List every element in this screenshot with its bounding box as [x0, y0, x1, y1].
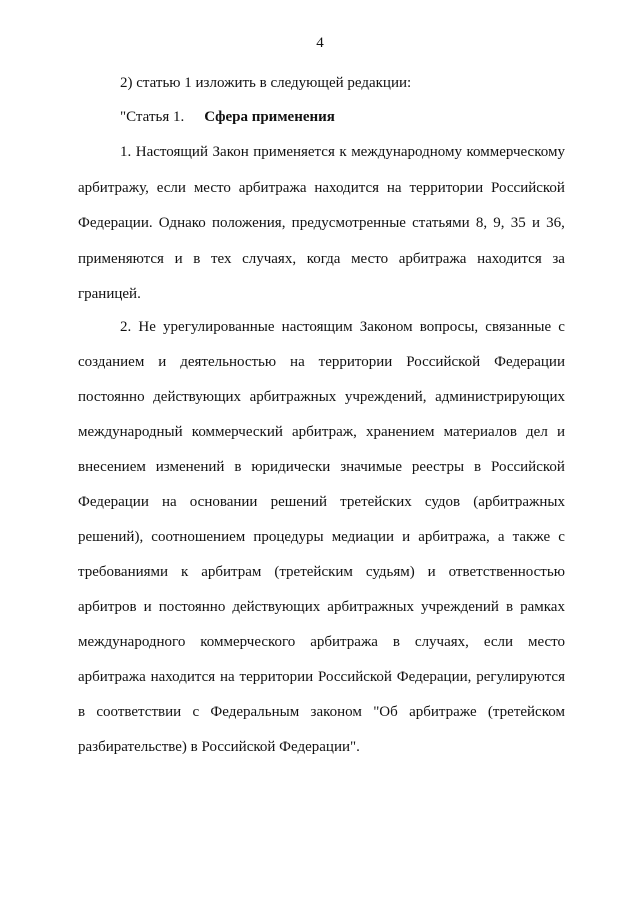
paragraph-line: внесением изменений в юридически значимые реестры в Российской: [78, 459, 565, 475]
paragraph-line: международного коммерческого арбитража в случаях, если место: [78, 634, 565, 650]
paragraph-line: применяются и в тех случаях, когда место арбитража находится за: [78, 250, 565, 267]
paragraph-line: Федерации. Однако положения, предусмотренные статьями 8, 9, 35 и 36,: [78, 215, 565, 231]
paragraph-line: 1. Настоящий Закон применяется к международному коммерческому: [120, 144, 565, 160]
paragraph-line: 2. Не урегулированные настоящим Законом вопросы, связанные с: [120, 319, 565, 335]
paragraph-line: требованиями к арбитрам (третейским судьям) и ответственностью: [78, 564, 565, 580]
page-number: 4: [316, 35, 324, 51]
paragraph-line: Федерации на основании решений третейских судов (арбитражных: [78, 494, 565, 510]
article-title: Сфера применения: [204, 109, 335, 125]
paragraph-line: постоянно действующих арбитражных учреждений, администрирующих: [78, 389, 565, 405]
paragraph-line: границей.: [78, 286, 141, 302]
article-label: "Статья 1.: [120, 109, 185, 125]
article-heading: [120, 108, 565, 126]
paragraph-line: в соответствии с Федеральным законом "Об арбитраже (третейском: [78, 704, 565, 720]
paragraph-line: разбирательстве) в Российской Федерации".: [78, 739, 360, 755]
paragraph-line: арбитражу, если место арбитража находится на территории Российской: [78, 179, 565, 196]
paragraph-line: созданием и деятельностью на территории Российской Федерации: [78, 354, 565, 370]
intro-line: 2) статью 1 изложить в следующей редакции:: [120, 75, 412, 91]
paragraph-line: арбитров и постоянно действующих арбитражных учреждений в рамках: [78, 599, 565, 615]
paragraph-line: международный коммерческий арбитраж, хранением материалов дел и: [78, 424, 565, 440]
paragraph-line: арбитража находится на территории Российской Федерации, регулируются: [78, 669, 565, 685]
paragraph-line: решений), соотношением процедуры медиации и арбитража, а также с: [78, 529, 565, 545]
